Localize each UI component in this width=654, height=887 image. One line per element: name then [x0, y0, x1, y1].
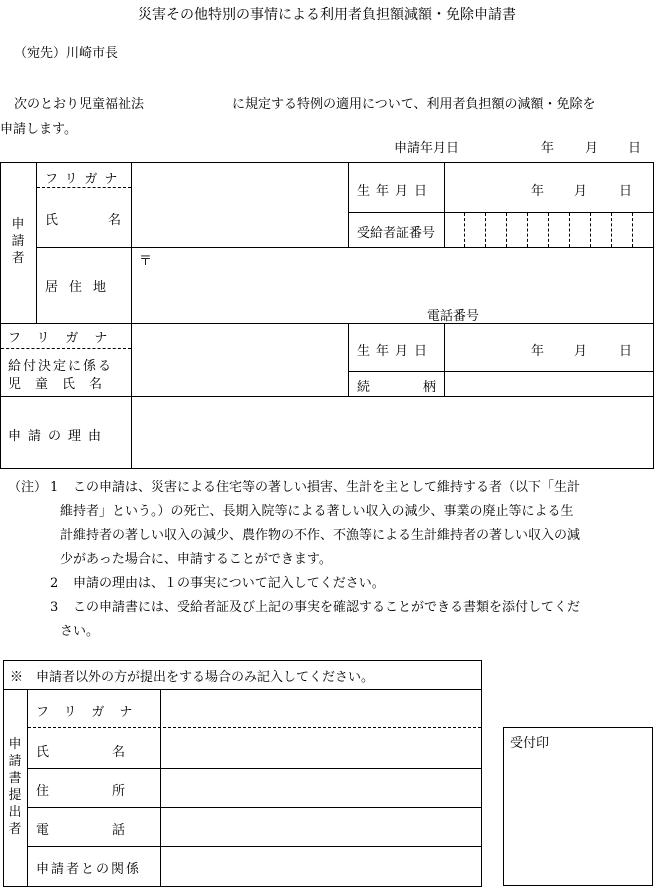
submitter-relation-label: 申請者との関係 — [36, 862, 142, 877]
addressee: （宛先）川崎市長 — [14, 46, 119, 61]
note-line: さい。 — [60, 624, 100, 639]
applicant-birth-day: 日 — [619, 184, 633, 199]
submitter-name-label: 氏 名 — [36, 745, 151, 760]
child-birthdate-label: 生年月日 — [357, 344, 434, 359]
submitter-name-field[interactable] — [161, 728, 480, 768]
note-number: 3 — [50, 600, 59, 615]
note-line: 維持者」という。）の死亡、長期入院等による著しい収入の減少、事業の廃止等による生 — [60, 504, 574, 519]
child-birth-day: 日 — [619, 344, 633, 359]
application-date-year: 年 — [541, 141, 555, 156]
reason-label: 申請の理由 — [8, 429, 109, 444]
note-line: この申請は、災害による住宅等の著しい損害、生計を主として維持する者（以下「生計 — [73, 480, 581, 495]
applicant-name-label: 氏 名 — [45, 213, 130, 228]
applicant-address-label: 居住地 — [45, 280, 118, 295]
submitter-address-label: 住 所 — [36, 784, 151, 799]
note-number: 1 — [50, 480, 59, 495]
submitter-furigana-field[interactable] — [161, 690, 480, 727]
child-birth-year: 年 — [531, 344, 545, 359]
child-furigana-label: フリガナ — [8, 331, 124, 346]
child-furigana-field[interactable] — [132, 324, 347, 348]
application-date-month: 月 — [585, 141, 599, 156]
applicant-phone-label: 電話番号 — [427, 309, 480, 324]
applicant-address-field[interactable] — [132, 248, 653, 300]
child-birth-month: 月 — [574, 344, 588, 359]
intro-line1-a: 次のとおり児童福祉法 — [14, 97, 145, 112]
recipient-number-field[interactable] — [445, 213, 653, 247]
submitter-relation-field[interactable] — [161, 847, 480, 886]
applicant-section-label: 申請者 — [11, 217, 25, 266]
submitter-phone-label: 電 話 — [36, 823, 151, 838]
note-line: この申請書には、受給者証及び上記の事実を確認することができる書類を添付してくだ — [73, 600, 581, 615]
child-name-label-line2: 児童氏名 — [8, 377, 117, 392]
note-line: 申請の理由は、１の事実について記入してください。 — [73, 576, 385, 591]
applicant-birth-year: 年 — [531, 184, 545, 199]
child-relationship-field[interactable] — [445, 372, 653, 396]
intro-line2: 申請します。 — [0, 122, 77, 137]
notes-prefix: （注） — [8, 480, 48, 495]
recipient-number-label: 受給者証番号 — [357, 226, 436, 241]
reason-field[interactable] — [132, 397, 653, 468]
note-line: 計維持者の著しい収入の減少、農作物の不作、不漁等による生計維持者の著しい収入の減 — [60, 528, 581, 543]
document-title: 災害その他特別の事情による利用者負担額減額・免除申請書 — [138, 7, 516, 23]
applicant-birth-month: 月 — [574, 184, 588, 199]
applicant-birthdate-label: 生年月日 — [357, 184, 434, 199]
application-date-label: 申請年月日 — [394, 141, 460, 156]
applicant-furigana-label: フリガナ — [45, 172, 125, 187]
applicant-name-field[interactable] — [132, 188, 347, 246]
child-relationship-label: 続 柄 — [357, 380, 446, 395]
note-number: 2 — [50, 576, 59, 591]
postal-mark: 〒 — [139, 254, 153, 269]
intro-line1-b: に規定する特例の適用について、利用者負担額の減額・免除を — [232, 97, 596, 112]
note-line: 少があった場合に、申請することができます。 — [60, 552, 332, 567]
submitter-furigana-label: フリガナ — [36, 705, 148, 720]
submitter-heading: ※ 申請者以外の方が提出をする場合のみ記入してください。 — [10, 670, 375, 685]
submitter-section-label: 申請書提出者 — [8, 737, 22, 837]
applicant-furigana-field[interactable] — [132, 163, 347, 187]
application-date-day: 日 — [628, 141, 642, 156]
reception-stamp-label: 受付印 — [510, 736, 550, 751]
submitter-address-field[interactable] — [161, 769, 480, 807]
child-name-field[interactable] — [132, 349, 347, 395]
submitter-phone-field[interactable] — [161, 808, 480, 846]
child-name-label-line1: 給付決定に係る — [8, 359, 114, 374]
